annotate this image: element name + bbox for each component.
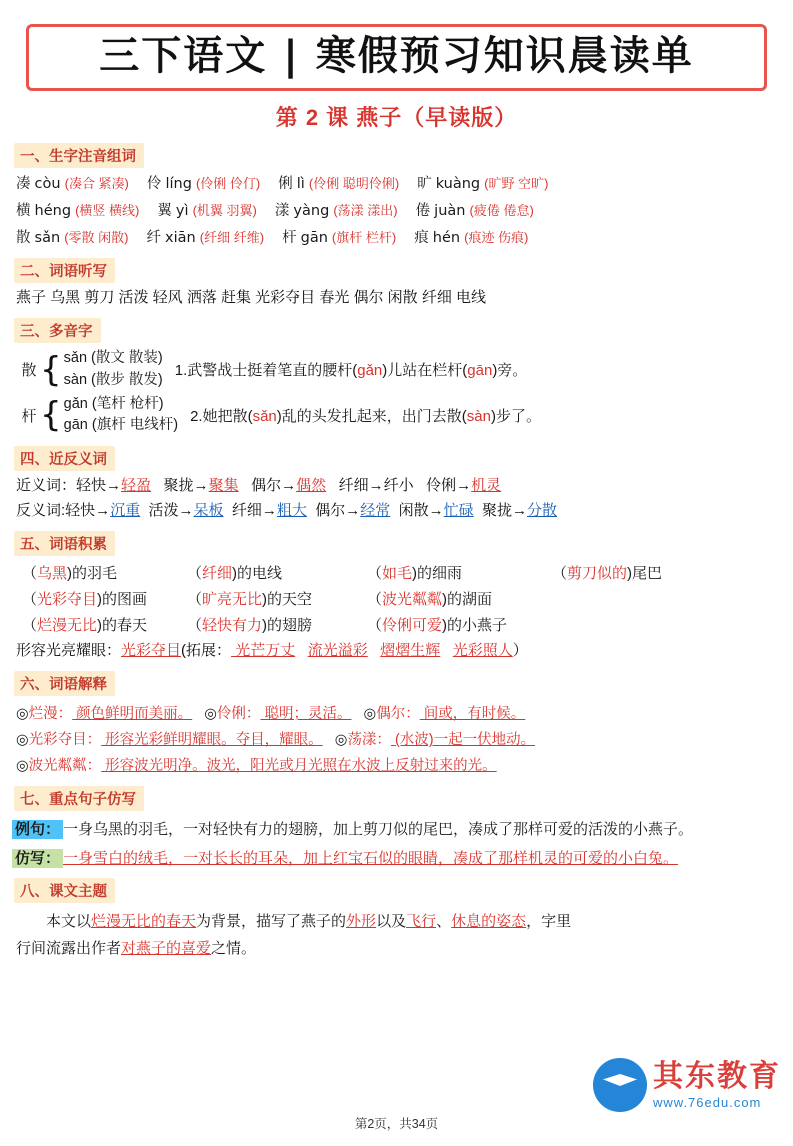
definition-block bbox=[16, 701, 793, 779]
section-header-definition: 六、词语解释 bbox=[14, 671, 115, 696]
theme-paragraph: 行间流露出作者对燕子的喜爱之情。 bbox=[16, 940, 257, 958]
accumulation-expand: 形容光亮耀眼：光彩夺目(拓展： 光芒万丈 流光溢彩 熠熠生辉 光彩照人） bbox=[16, 642, 528, 660]
example-tag: 例句： bbox=[12, 820, 63, 839]
section-header-sentence: 七、重点句子仿写 bbox=[14, 786, 144, 811]
watermark-name: 其东教育 bbox=[653, 1059, 781, 1093]
polyphone-entry bbox=[18, 394, 793, 438]
pinyin-block bbox=[0, 171, 793, 251]
example-sentence-block bbox=[12, 817, 793, 843]
polyphone-sentence: 1.武警战士挺着笔直的腰杆(gǎn)儿站在栏杆(gān)旁。 bbox=[174, 362, 528, 380]
section-header-dictation: 二、词语听写 bbox=[14, 258, 115, 283]
graduation-cap-icon bbox=[593, 1058, 647, 1112]
polyphone-block bbox=[18, 348, 793, 437]
brace-icon: { bbox=[40, 395, 62, 436]
pinyin-row: 凑 còu (凑合 紧凑) 伶 líng (伶俐 伶仃) 俐 lì (伶俐 聪明伶俐) 旷 kuàng (旷野 空旷) bbox=[16, 176, 549, 192]
polyphone-entry bbox=[18, 348, 793, 392]
imitate-sentence-text: 一身雪白的绒毛，一对长长的耳朵，加上红宝石似的眼睛，凑成了那样机灵的可爱的小白兔。 bbox=[63, 849, 679, 867]
watermark-logo bbox=[593, 1058, 781, 1112]
imitate-tag: 仿写： bbox=[12, 849, 63, 868]
polyphone-reading: sàn (散步 散发) bbox=[63, 371, 163, 388]
section-header-accumulation: 五、词语积累 bbox=[14, 531, 115, 556]
definition-row: ◎波光粼粼： 形容波光明净。波光，阳光或月光照在水波上反射过来的光。 bbox=[16, 758, 497, 775]
antonym-label: 反义词: bbox=[16, 501, 66, 519]
accumulation-row: （光彩夺目)的图画 （旷亮无比)的天空 （波光粼粼)的湖面 bbox=[22, 590, 493, 608]
section-header-theme: 八、课文主题 bbox=[14, 878, 115, 903]
document-page bbox=[0, 24, 793, 1146]
section-header-polyphone: 三、多音字 bbox=[14, 318, 101, 343]
pinyin-row: 横 héng (横竖 横线) 翼 yì (机翼 羽翼) 漾 yàng (荡漾 漾出) 倦 juàn (疲倦 倦怠) bbox=[16, 202, 534, 219]
page-title-box bbox=[26, 24, 767, 91]
page-footer: 第2页，共34页 bbox=[354, 1117, 439, 1131]
polyphone-sentence: 2.她把散(sǎn)乱的头发扎起来，出门去散(sàn)步了。 bbox=[190, 407, 541, 425]
polyphone-char: 散 bbox=[21, 362, 37, 380]
imitate-sentence-block bbox=[12, 846, 793, 872]
synonym-label: 近义词： bbox=[16, 477, 77, 495]
dictation-words: 燕子 乌黑 剪刀 活泼 轻风 洒落 赶集 光彩夺目 春光 偶尔 闲散 纤细 电线 bbox=[16, 289, 487, 307]
synonym-line: 近义词：轻快→轻盈 聚拢→聚集 偶尔→偶然 纤细→纤小 伶俐→机灵 bbox=[16, 477, 502, 495]
polyphone-reading: gǎn (笔杆 枪杆) bbox=[63, 395, 164, 412]
definition-row: ◎光彩夺目： 形容光彩鲜明耀眼。夺目，耀眼。 ◎荡漾： (水波)一起一伏地动。 bbox=[16, 732, 536, 749]
brace-icon: { bbox=[40, 349, 62, 390]
definition-row: ◎烂漫： 颜色鲜明而美丽。 ◎伶俐： 聪明；灵活。 ◎偶尔： 间或，有时候。 bbox=[16, 706, 526, 723]
lesson-subtitle: 第 2 课 燕子（早读版） bbox=[275, 105, 518, 130]
example-sentence-text: 一身乌黑的羽毛，一对轻快有力的翅膀，加上剪刀似的尾巴，凑成了那样可爱的活泼的小燕子。 bbox=[63, 821, 694, 839]
section-header-synonym: 四、近反义词 bbox=[14, 446, 115, 471]
antonym-line: 反义词:轻快→沉重 活泼→呆板 纤细→粗大 偶尔→经常 闲散→忙碌 聚拢→分散 bbox=[16, 501, 557, 519]
accumulation-block bbox=[22, 561, 793, 640]
expand-label: 形容光亮耀眼： bbox=[16, 642, 122, 660]
watermark-url: www.76edu.com bbox=[653, 1094, 762, 1110]
theme-paragraph: 本文以烂漫无比的春天为背景，描写了燕子的外形以及飞行、休息的姿态，字里 bbox=[46, 913, 572, 931]
polyphone-reading: gān (旗杆 电线杆) bbox=[63, 417, 179, 434]
accumulation-row: （烂漫无比)的春天 （轻快有力)的翅膀 （伶俐可爱)的小燕子 bbox=[22, 617, 508, 635]
page-title: 三下语文 | 寒假预习知识晨读单 bbox=[99, 33, 694, 79]
polyphone-char: 杆 bbox=[21, 407, 37, 425]
pinyin-row: 散 sǎn (零散 闲散) 纤 xiān (纤细 纤维) 杆 gān (旗杆 栏杆) 痕 hén (痕迹 伤痕) bbox=[16, 229, 529, 246]
accumulation-row: （乌黑)的羽毛 （纤细)的电线 （如毛)的细雨 （剪刀似的)尾巴 bbox=[22, 564, 663, 582]
section-header-pinyin: 一、生字注音组词 bbox=[14, 143, 144, 168]
theme-block bbox=[16, 908, 777, 962]
polyphone-reading: sǎn (散文 散装) bbox=[63, 350, 163, 367]
